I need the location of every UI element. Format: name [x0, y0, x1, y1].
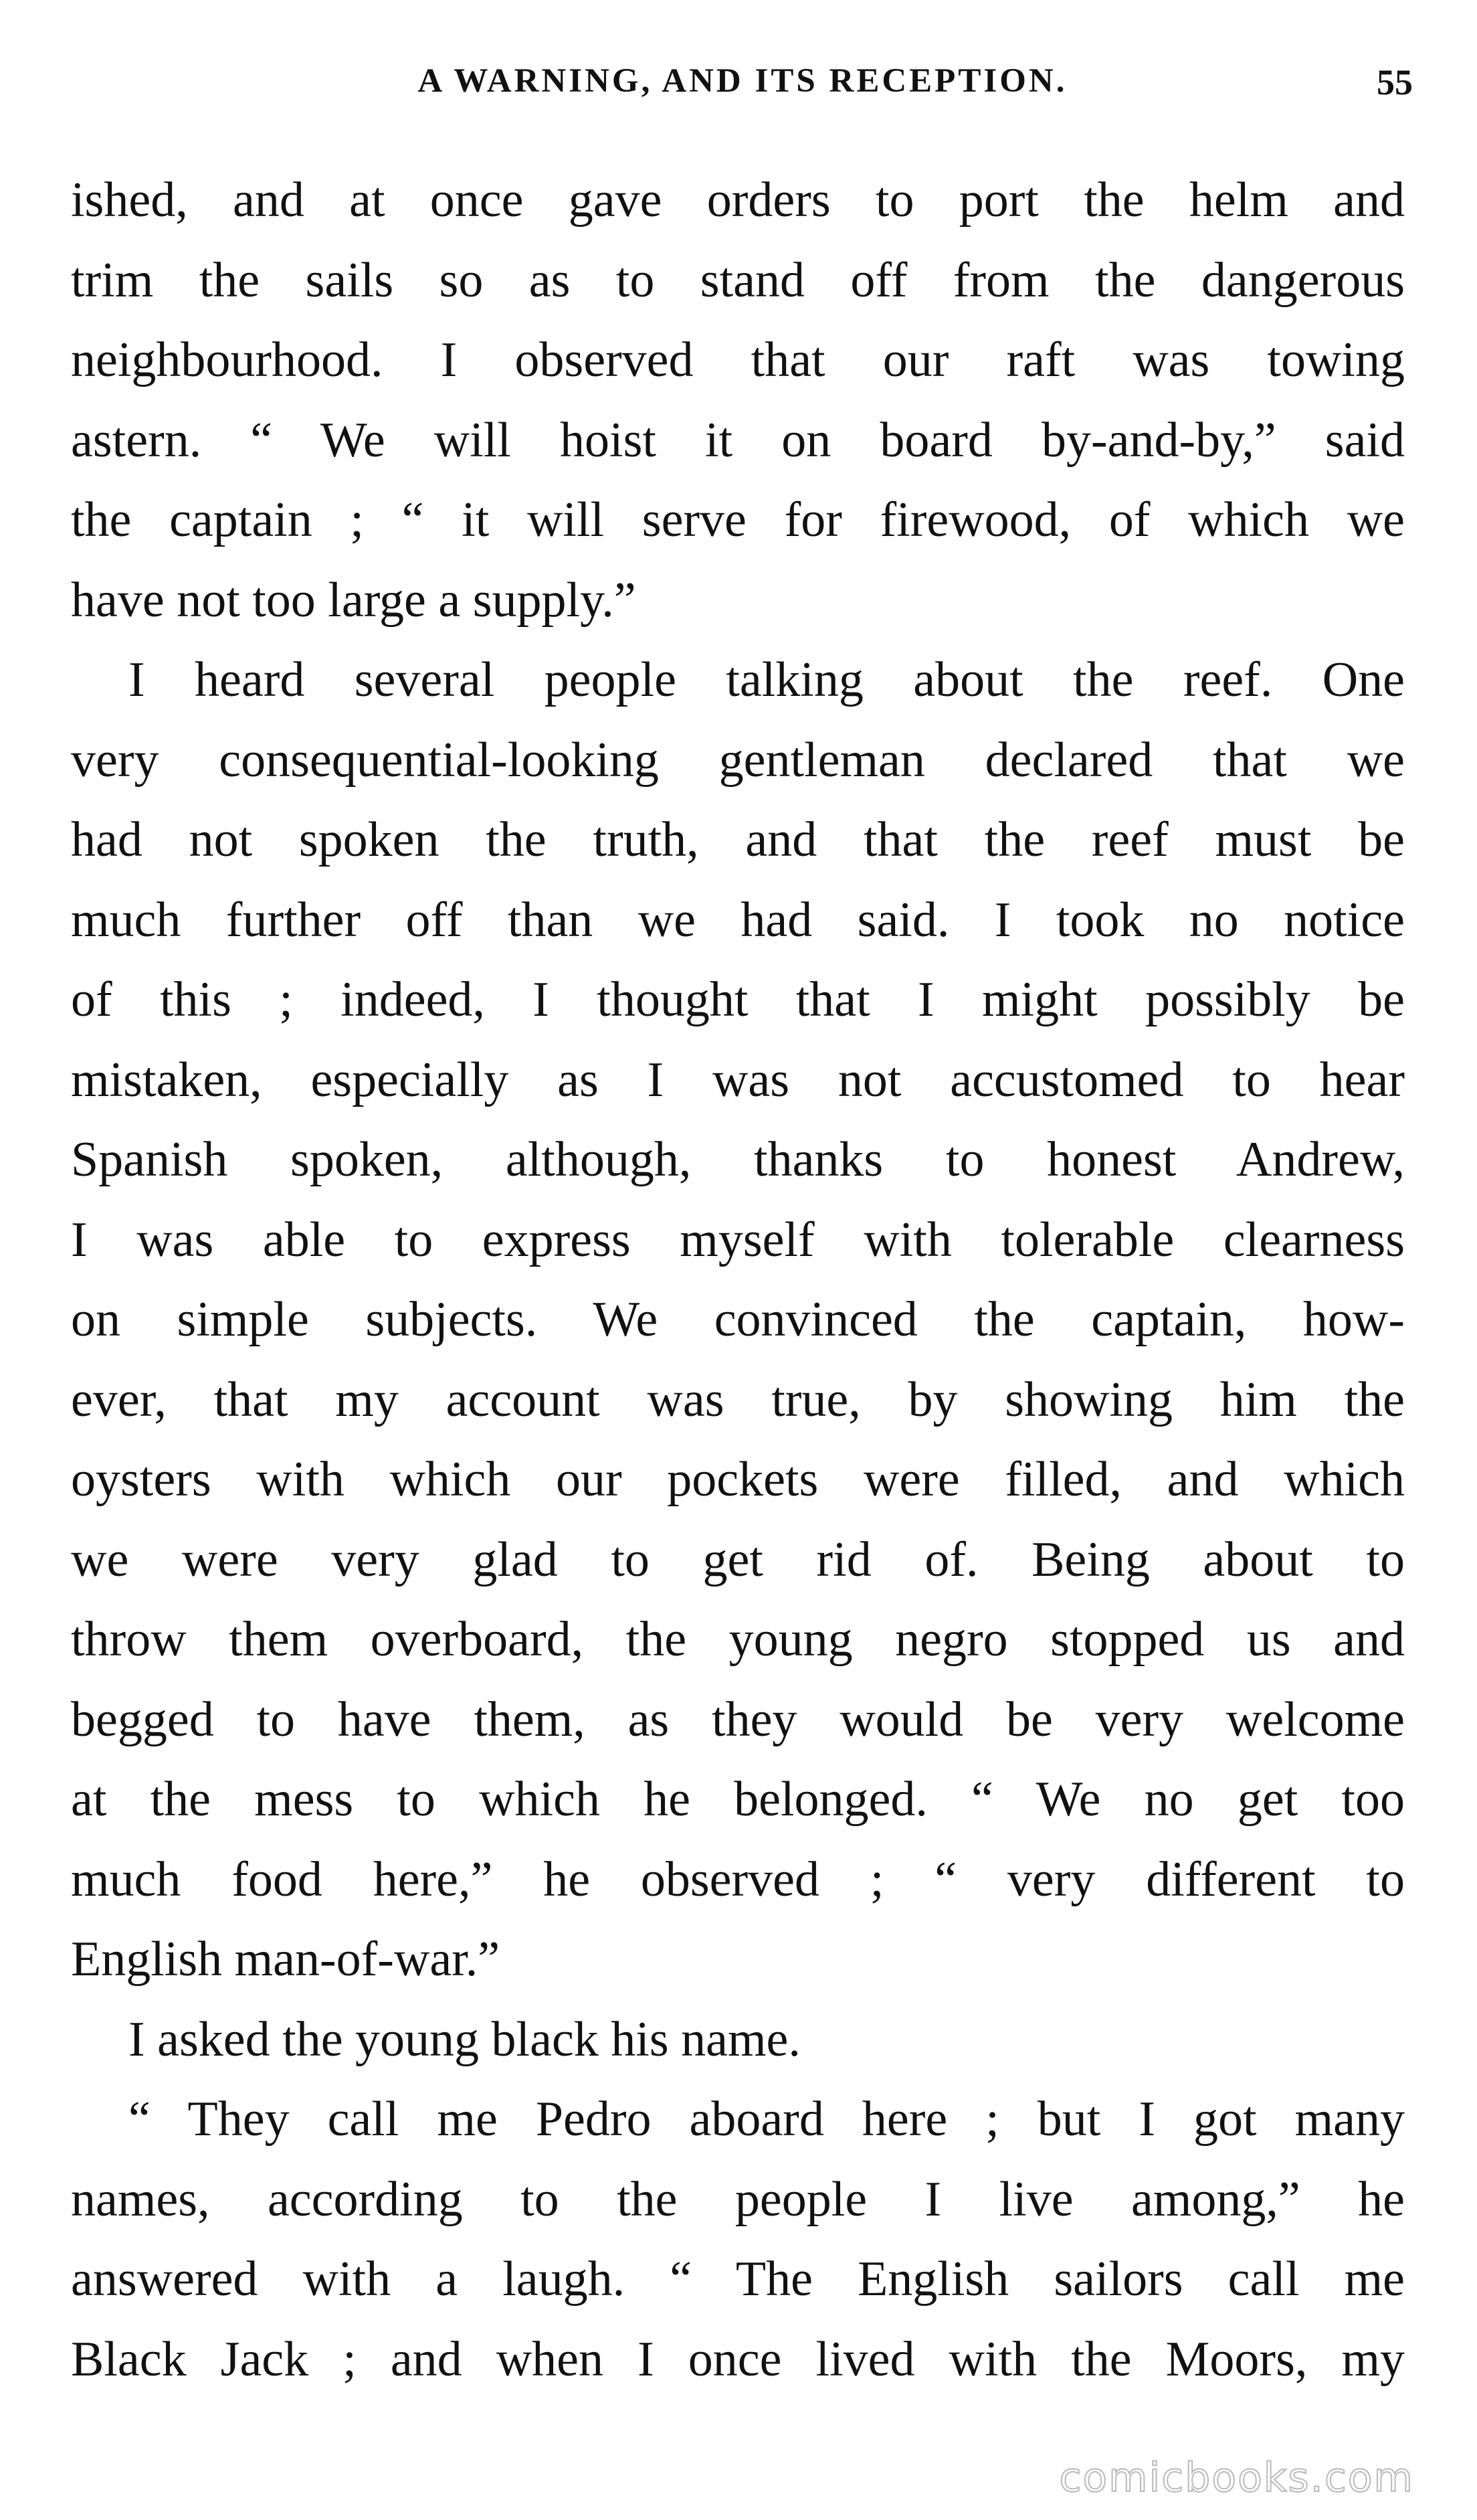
text-line: the captain ; “ it will serve for firewood, of which we: [71, 492, 1405, 547]
text-line: Spanish spoken, although, thanks to honest Andrew,: [71, 1132, 1405, 1187]
text-line: very consequential-looking gentleman declared that we: [71, 732, 1405, 788]
text-line: names, according to the people I live among,” he: [71, 2171, 1405, 2227]
text-line: begged to have them, as they would be very welcome: [71, 1692, 1405, 1747]
page-header: [72, 62, 1413, 122]
text-line: of this ; indeed, I thought that I might possibly be: [71, 972, 1405, 1027]
body-text: [71, 161, 1405, 2400]
text-line: mistaken, especially as I was not accustomed to hear: [71, 1052, 1405, 1107]
text-line: “ They call me Pedro aboard here ; but I got many: [128, 2092, 1405, 2147]
watermark-logo: comicbooks.com: [1059, 2454, 1414, 2501]
text-line: trim the sails so as to stand off from the dangerous: [71, 252, 1405, 308]
text-line: oysters with which our pockets were filled, and which: [71, 1452, 1405, 1507]
text-line: at the mess to which he belonged. “ We no get too: [71, 1772, 1405, 1827]
text-line: much further off than we had said. I took no notice: [71, 892, 1405, 948]
text-line: on simple subjects. We convinced the captain, how-: [71, 1292, 1405, 1347]
text-line: astern. “ We will hoist it on board by-and-by,” said: [71, 412, 1405, 468]
page-number: 55: [1377, 62, 1413, 102]
text-line: English man-of-war.”: [71, 1932, 500, 1987]
text-line: much food here,” he observed ; “ very different to: [71, 1852, 1405, 1907]
text-line: ever, that my account was true, by showing him the: [71, 1372, 1405, 1427]
text-line: throw them overboard, the young negro stopped us and: [71, 1612, 1405, 1667]
text-line: answered with a laugh. “ The English sailors call me: [71, 2252, 1405, 2307]
text-line: I heard several people talking about the reef. One: [128, 652, 1405, 707]
text-line: have not too large a supply.”: [71, 572, 636, 628]
running-title: A WARNING, AND ITS RECEPTION.: [417, 62, 1068, 100]
text-line: had not spoken the truth, and that the reef must be: [71, 812, 1405, 867]
text-line: ished, and at once gave orders to port the helm and: [71, 173, 1405, 228]
text-line: I was able to express myself with tolerable clearness: [71, 1212, 1405, 1267]
text-line: we were very glad to get rid of. Being about to: [71, 1532, 1405, 1587]
text-line: I asked the young black his name.: [128, 2011, 801, 2067]
text-line: neighbourhood. I observed that our raft was towing: [71, 333, 1405, 387]
text-line: Black Jack ; and when I once lived with the Moors, my: [71, 2331, 1405, 2387]
